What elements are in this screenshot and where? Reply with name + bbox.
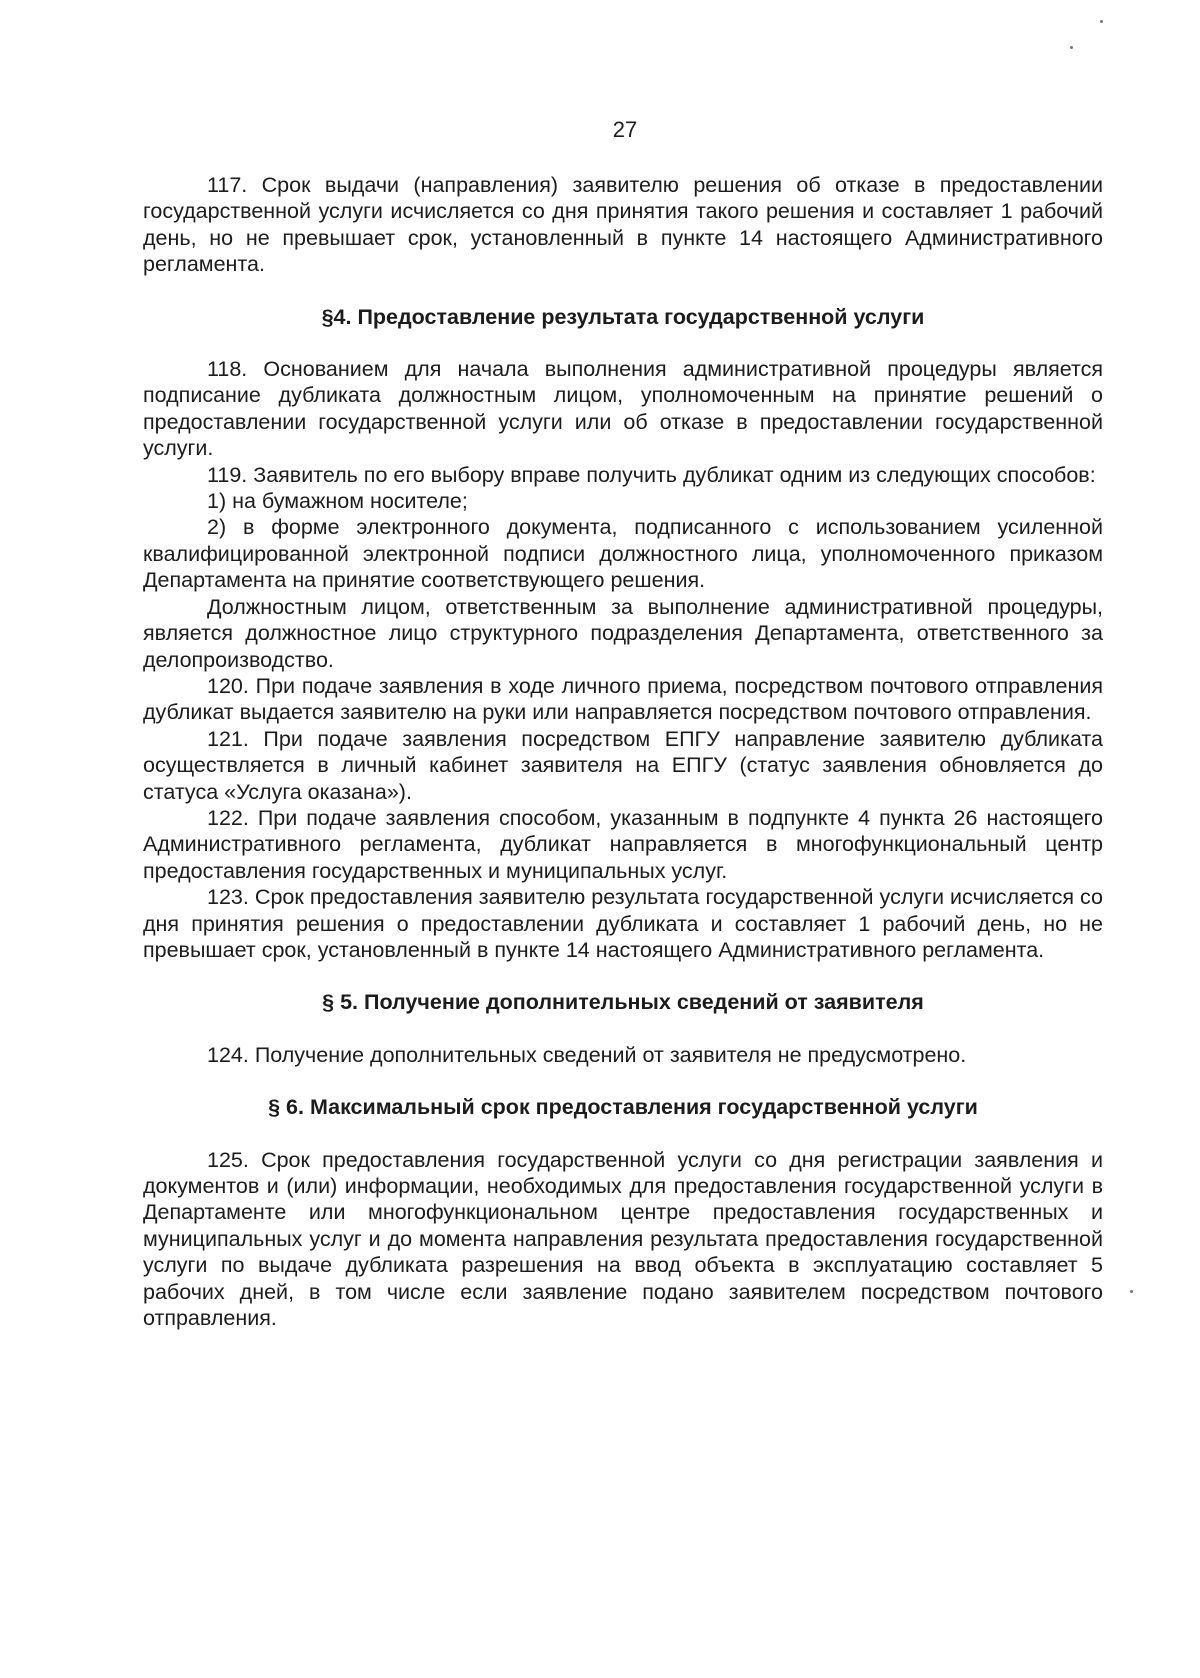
paragraph-117: 117. Срок выдачи (направления) заявителю решения об отказе в предоставлении государственной услуги исчисляется со дня принятия такого решения и составляет 1 рабочий день, но не превышает срок, установленный в пункте 14 настоящего Административного регламента. <box>143 173 1103 277</box>
paragraph-123: 123. Срок предоставления заявителю результата государственной услуги исчисляется со дня принятия решения о предоставлении дубликата и составляет 1 рабочий день, но не превышает срок, установленный в пункте 14 настоящего Административного регламента. <box>143 885 1103 962</box>
paragraph-120: 120. При подаче заявления в ходе личного приема, посредством почтового отправления дубликат выдается заявителю на руки или направляется посредством почтового отправления. <box>143 673 1103 725</box>
scan-speck <box>1100 20 1103 23</box>
section-heading-6: § 6. Максимальный срок предоставления государственной услуги <box>268 1095 978 1120</box>
paragraph-121: 121. При подаче заявления посредством ЕПГУ направление заявителю дубликата осуществляется в личный кабинет заявителя на ЕПГУ (статус заявления обновляется до статуса «Услуга оказана»). <box>143 726 1103 804</box>
document-body <box>143 172 1103 1331</box>
paragraph-119: 119. Заявитель по его выбору вправе получить дубликат одним из следующих способов: <box>207 462 1096 487</box>
paragraph-118: 118. Основанием для начала выполнения административной процедуры является подписание дубликата должностным лицом, уполномоченным на принятие решений о предоставлении государственной услуги или об отказе в предоставлении государственной услуги. <box>143 357 1103 461</box>
section-heading-4: §4. Предоставление результата государственной услуги <box>321 304 925 329</box>
paragraph-125: 125. Срок предоставления государственной услуги со дня регистрации заявления и документов и (или) информации, необходимых для предоставления государственной услуги в Департаменте или многофункциональном центре предоставления государственных и муниципальных услуг и до момента направления результата предоставления государственной услуги по выдаче дубликата разрешения на ввод объекта в эксплуатацию составляет 5 рабочих дней, в том числе если заявление подано заявителем посредством почтового отправления. <box>143 1147 1103 1331</box>
paragraph-responsible-official: Должностным лицом, ответственным за выполнение административной процедуры, является должностное лицо структурного подразделения Департамента, ответственного за делопроизводство. <box>143 594 1103 672</box>
paragraph-124: 124. Получение дополнительных сведений от заявителя не предусмотрено. <box>207 1042 967 1067</box>
page-number: 27 <box>612 117 638 142</box>
section-heading-5: § 5. Получение дополнительных сведений от заявителя <box>322 990 924 1015</box>
list-item-2: 2) в форме электронного документа, подписанного с использованием усиленной квалифицированной электронной подписи должностного лица, уполномоченного приказом Департамента на принятие соответствующего решения. <box>143 515 1103 593</box>
scan-speck <box>1130 1290 1133 1293</box>
paragraph-122: 122. При подаче заявления способом, указанным в подпункте 4 пункта 26 настоящего Административного регламента, дубликат направляется в многофункциональный центр предоставления государственных и муниципальных услуг. <box>143 805 1103 883</box>
scan-speck <box>1070 46 1073 49</box>
list-item-1: 1) на бумажном носителе; <box>207 489 468 514</box>
